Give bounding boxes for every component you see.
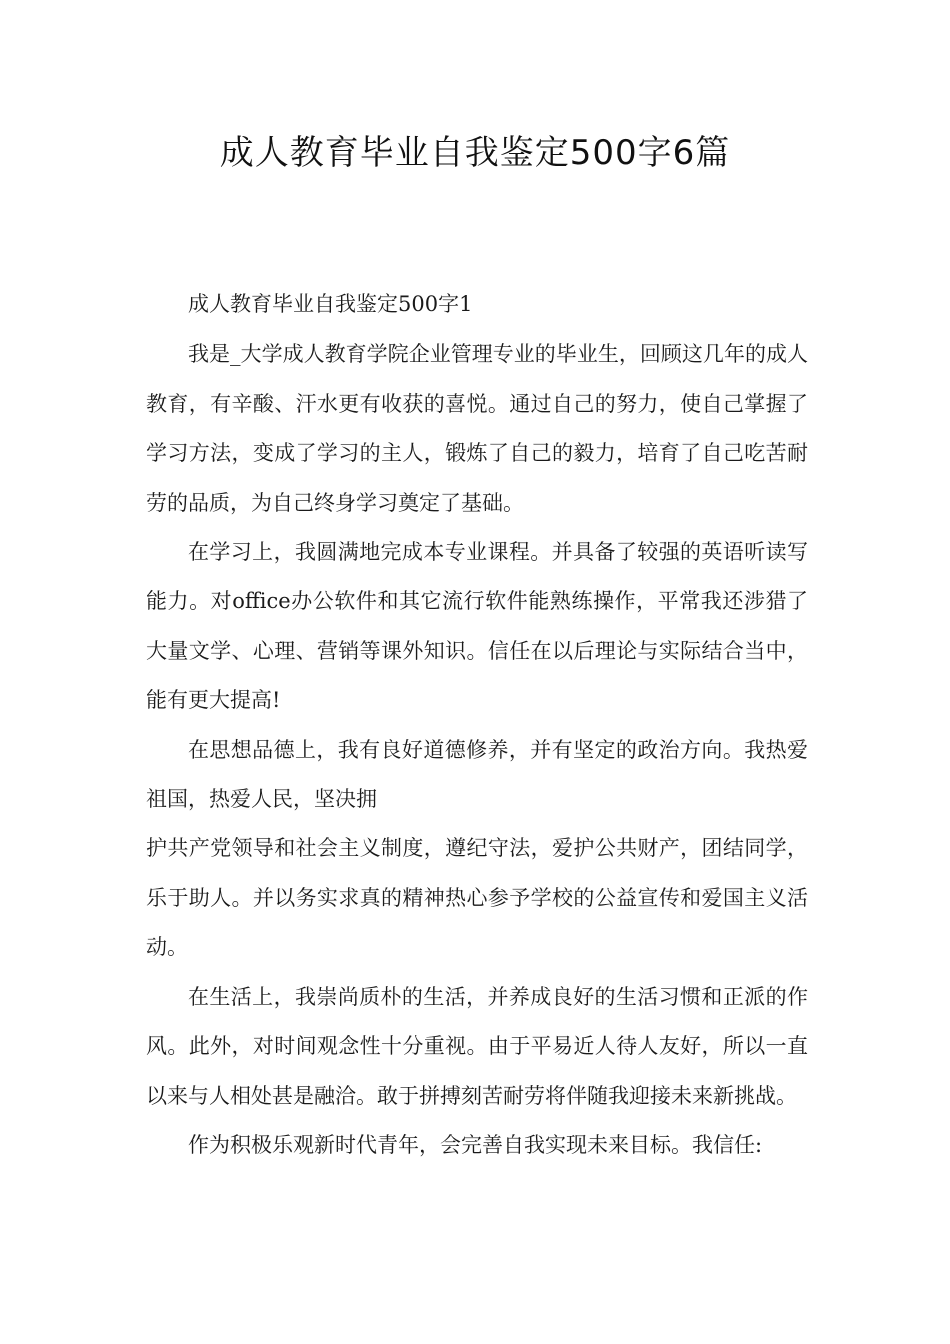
paragraph-4: 在生活上，我崇尚质朴的生活，并养成良好的生活习惯和正派的作风。此外，对时间观念性十分重视。由于平易近人待人友好，所以一直以来与人相处甚是融洽。敢于拼搏刻苦耐劳将伴随我迎接未来新挑战。 [146,984,808,1108]
paragraph-5: 作为积极乐观新时代青年，会完善自我实现未来目标。我信任: [188,1132,763,1157]
paragraph-2: 在学习上，我圆满地完成本专业课程。并具备了较强的英语听读写能力。对office办公软件和其它流行软件能熟练操作，平常我还涉猎了大量文学、心理、营销等课外知识。信任在以后理论与实际结合当中，能有更大提高! [146,540,808,713]
paragraph-1: 我是_大学成人教育学院企业管理专业的毕业生，回顾这几年的成人教育，有辛酸、汗水更有收获的喜悦。通过自己的努力，使自己掌握了学习方法，变成了学习的主人，锻炼了自己的毅力，培育了自己吃苦耐劳的品质，为自己终身学习奠定了基础。 [146,342,808,515]
document-title: 成人教育毕业自我鉴定500字6篇 [219,133,731,173]
paragraph-3: 在思想品德上，我有良好道德修养，并有坚定的政治方向。我热爱祖国，热爱人民，坚决拥 [146,737,808,812]
paragraph-3-continued: 护共产党领导和社会主义制度，遵纪守法，爱护公共财产，团结同学，乐于助人。并以务实求真的精神热心参予学校的公益宣传和爱国主义活动。 [146,836,808,960]
document-body [146,280,808,1170]
section-heading: 成人教育毕业自我鉴定500字1 [188,292,473,316]
